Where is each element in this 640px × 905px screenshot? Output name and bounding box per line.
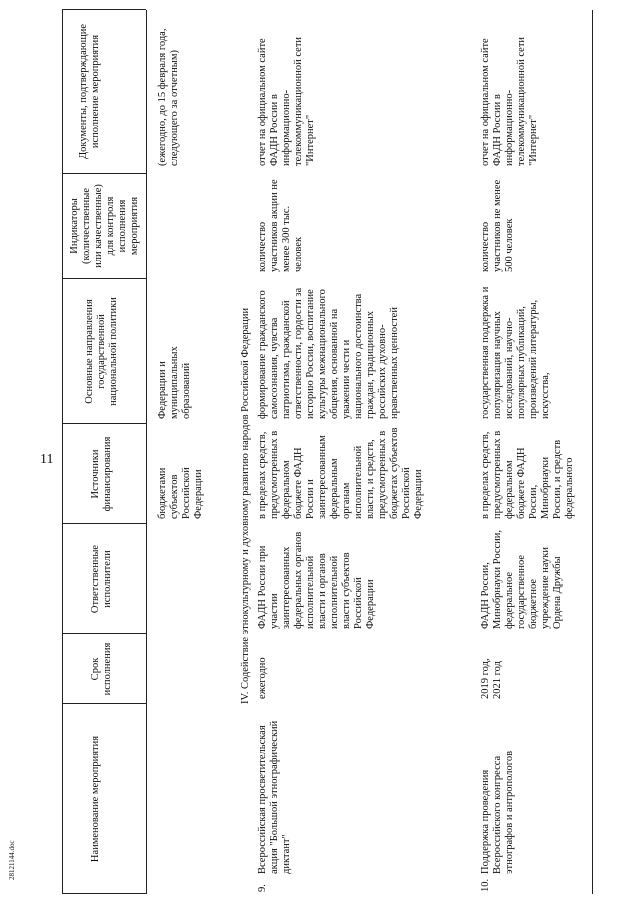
row-9-name: Всероссийская просветительская акция "Большой этнографический диктант" — [257, 720, 292, 874]
row-9-term: ежегодно — [257, 657, 268, 699]
row-10-directions: государственная поддержка и популяризация научных исследований, научно-популярных публикаций, произведений литературы, искусства, — [480, 286, 551, 419]
header-border-right — [62, 9, 146, 10]
header-divider-2 — [62, 633, 146, 634]
row-9-indicators: количество участников акции не менее 300 тыс. человек — [257, 179, 304, 272]
header-divider-5 — [62, 278, 146, 279]
row-9-directions: формирование гражданского самосознания, чувства патриотизма, гражданской ответственности, гордости за историю России, воспитание культуры межнационального общения, основанной на уважении чести и национального достоинства граждан, традиционных российских духовно-нравственных ценностей — [257, 287, 400, 419]
rotated-table-area — [52, 4, 602, 904]
header-directions: Основные направления государственной национальной политики — [84, 297, 119, 406]
header-bottom-border — [146, 10, 147, 894]
continuation-documents: (ежегодно, до 15 февраля года, следующего за отчетным) — [157, 28, 180, 166]
header-name: Наименование мероприятия — [90, 735, 101, 863]
row-9-documents: отчет на официальном сайте ФАДН России в информационно-телекоммуникационной сети "Интернет" — [257, 36, 316, 166]
continuation-directions: Федерации и муниципальных образований — [157, 346, 192, 419]
row-10-indicators: количество участников не менее 500 человек — [480, 179, 515, 272]
header-sources: Источники финансирования — [90, 436, 113, 512]
header-divider-3 — [62, 523, 146, 524]
header-divider-4 — [62, 423, 146, 424]
header-divider-6 — [62, 173, 146, 174]
row-10-executors: ФАДН России, Минобрнауки России, федеральное государственное бюджетное учреждение науки Ордена Дружбы — [480, 529, 563, 629]
header-documents: Документы, подтверждающие исполнение мероприятия — [78, 23, 101, 160]
row-9-executors: ФАДН России при участии заинтересованных федеральных органов исполнительной власти и органов исполнительной власти субъектов Российской Федерации — [257, 531, 376, 629]
row-9-number: 9. — [257, 884, 268, 892]
row-10-documents: отчет на официальном сайте ФАДН России в информационно-телекоммуникационной сети "Интернет" — [480, 36, 539, 166]
row-10-number: 10. — [480, 878, 491, 892]
table-top-border — [62, 10, 63, 894]
section-title: IV. Содействие этнокультурному и духовному развитию народов Российской Федерации — [240, 307, 251, 704]
row-10-name: Поддержка проведения Всероссийского конгресса этнографов и антропологов — [480, 750, 515, 874]
header-executors: Ответственные исполнители — [90, 544, 113, 614]
table-bottom-border — [592, 10, 593, 894]
header-indicators: Индикаторы (количественные или качественные) для контроля исполнения мероприятия — [69, 184, 140, 268]
measures-table — [52, 4, 602, 904]
header-term: Срок исполнения — [90, 642, 113, 696]
row-9-sources: в пределах средств, предусмотренных в федеральном бюджете ФАДН России и заинтересованным федеральным органам исполнительной власти, и средств, предусмотренных в бюджетах субъектов Российской Федерации — [257, 427, 424, 519]
row-10-sources: в пределах средств, предусмотренных в федеральном бюджете ФАДН России, Минобрнауки России, и средств федерального — [480, 430, 575, 519]
header-divider-1 — [62, 703, 146, 704]
row-10-term: 2019 год, 2021 год — [480, 658, 503, 699]
header-border-left — [62, 893, 146, 894]
footer-document-code: 28121144.doc — [8, 840, 16, 880]
page-number: 11 — [40, 452, 54, 467]
continuation-sources: бюджетами субъектов Российской Федерации — [157, 467, 204, 519]
